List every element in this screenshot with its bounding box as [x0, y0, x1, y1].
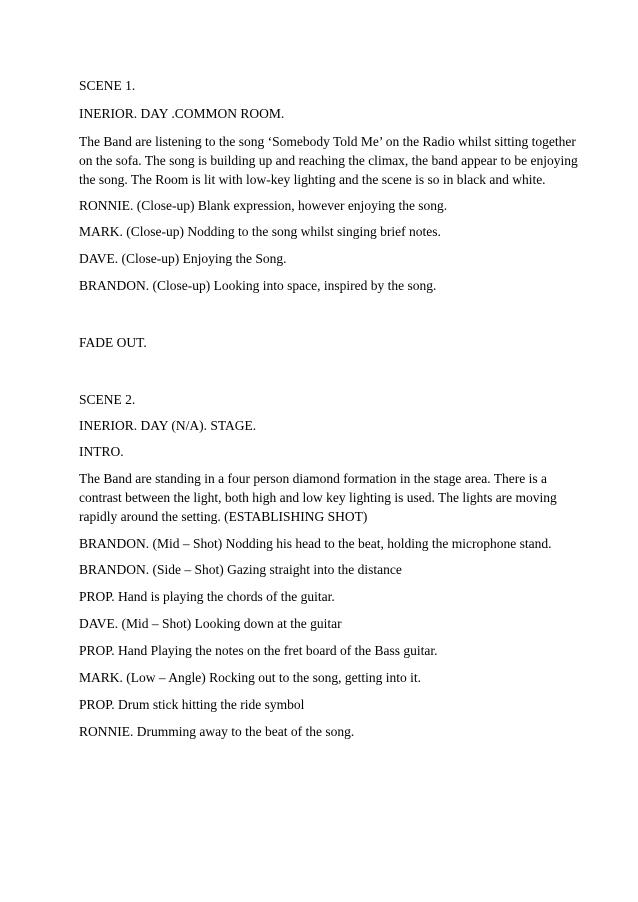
scene-1-transition: FADE OUT.	[79, 335, 147, 350]
scene-2-shot: PROP. Hand is playing the chords of the guitar.	[79, 589, 335, 604]
scene-1-shot: DAVE. (Close-up) Enjoying the Song.	[79, 251, 287, 266]
scene-2-description-line: contrast between the light, both high and low key lighting is used. The lights are moving	[79, 490, 557, 505]
scene-2-description-line: rapidly around the setting. (ESTABLISHING SHOT)	[79, 509, 368, 524]
scene-2-shot: MARK. (Low – Angle) Rocking out to the song, getting into it.	[79, 670, 421, 685]
scene-2-heading: SCENE 2.	[79, 392, 136, 407]
scene-2-shot: BRANDON. (Side – Shot) Gazing straight into the distance	[79, 562, 402, 577]
scene-2-shot: PROP. Hand Playing the notes on the fret board of the Bass guitar.	[79, 643, 438, 658]
scene-1-shot: MARK. (Close-up) Nodding to the song whilst singing brief notes.	[79, 224, 441, 239]
scene-1-description-line: the song. The Room is lit with low-key lighting and the scene is so in black and white.	[79, 172, 546, 187]
scene-2-shot: BRANDON. (Mid – Shot) Nodding his head to the beat, holding the microphone stand.	[79, 536, 552, 551]
scene-2-shot: DAVE. (Mid – Shot) Looking down at the guitar	[79, 616, 342, 631]
scene-1-location: INERIOR. DAY .COMMON ROOM.	[79, 106, 285, 121]
scene-1-shot: BRANDON. (Close-up) Looking into space, inspired by the song.	[79, 278, 437, 293]
scene-2-shot: PROP. Drum stick hitting the ride symbol	[79, 697, 305, 712]
scene-1-description-line: on the sofa. The song is building up and reaching the climax, the band appear to be enjoying	[79, 153, 578, 168]
scene-1-heading: SCENE 1.	[79, 78, 136, 93]
scene-1-description-line: The Band are listening to the song ‘Somebody Told Me’ on the Radio whilst sitting together	[79, 134, 576, 149]
scene-1-shot: RONNIE. (Close-up) Blank expression, however enjoying the song.	[79, 198, 448, 213]
scene-2-section: INTRO.	[79, 444, 124, 459]
scene-2-description-line: The Band are standing in a four person diamond formation in the stage area. There is a	[79, 471, 547, 486]
scene-2-location: INERIOR. DAY (N/A). STAGE.	[79, 418, 257, 433]
scene-2-shot: RONNIE. Drumming away to the beat of the song.	[79, 724, 355, 739]
